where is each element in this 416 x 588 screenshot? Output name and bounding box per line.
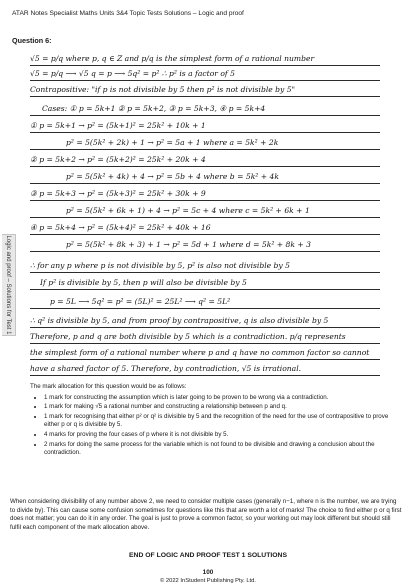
- page-number: 100: [202, 569, 214, 576]
- hw-line-16: ∴ q² is divisible by 5, and from proof by contrapositive, q is also divisible by 5: [30, 316, 329, 325]
- rule-line: [30, 289, 380, 290]
- hw-line-8: p² = 5(5k² + 4k) + 4 → p² = 5b + 4 where b = 5k² + 4k: [66, 172, 279, 181]
- hw-line-19: have a shared factor of 5. Therefore, by contradiction, √5 is irrational.: [30, 364, 302, 373]
- hw-line-15: p = 5L ⟶ 5q² = p² = (5L)² = 25L² ⟶ q² = 5L²: [50, 297, 231, 306]
- allocation-list: [30, 394, 402, 458]
- handwritten-solution: [30, 52, 380, 382]
- hw-line-12: p² = 5(5k² + 8k + 3) + 1 → p² = 5d + 1 where d = 5k² + 8k + 3: [66, 240, 312, 249]
- rule-line: [30, 115, 380, 116]
- hw-line-3: Contrapositive: "if p is not divisible by 5 then p² is not divisible by 5": [30, 85, 296, 94]
- hw-line-2: √5 = p/q ⟶ √5 q = p ⟶ 5q² = p² ∴ p² is a factor of 5: [30, 69, 235, 78]
- rule-line: [30, 375, 380, 376]
- rule-line: [30, 149, 380, 150]
- rule-line: [30, 308, 380, 309]
- mark-allocation: [30, 383, 402, 459]
- allocation-item: • 1 mark for constructing the assumption which is later going to be proven to be wrong via a contradiction.: [44, 394, 402, 403]
- allocation-item: • 4 marks for proving the four cases of p where it is not divisible by 5.: [44, 431, 402, 440]
- side-tab-label: Logic and proof – Solutions for Test 1: [5, 235, 11, 335]
- end-title: END OF LOGIC AND PROOF TEST 1 SOLUTIONS: [129, 552, 287, 559]
- hw-line-11: ④ p = 5k+4 → p² = (5k+4)² = 25k² + 40k + 16: [30, 223, 211, 232]
- question-title: Question 6:: [12, 36, 52, 45]
- allocation-item: • 1 mark for recognising that either p² or q² is divisible by 5 and the recognition of the need for the use of contrapositive to prove either p or q is divisible by 5.: [44, 413, 402, 430]
- page-header: ATAR Notes Specialist Maths Units 3&4 Topic Tests Solutions – Logic and proof: [12, 10, 244, 17]
- hw-line-14: If p² is divisible by 5, then p will also be divisible by 5: [40, 278, 247, 287]
- rule-line: [30, 132, 380, 133]
- hw-line-6: p² = 5(5k² + 2k) + 1 → p² = 5a + 1 where a = 5k² + 2k: [66, 138, 279, 147]
- hw-line-4: Cases: ① p = 5k+1 ② p = 5k+2, ③ p = 5k+3, ④ p = 5k+4: [42, 104, 266, 113]
- hw-line-10: p² = 5(5k² + 6k + 1) + 4 → p² = 5c + 4 where c = 5k² + 6k + 1: [66, 206, 310, 215]
- hw-line-13: ∴ for any p where p is not divisible by 5, p² is also not divisible by 5: [30, 261, 290, 270]
- copyright: © 2022 InStudent Publishing Pty. Ltd.: [159, 578, 256, 584]
- hw-line-17: Therefore, p and q are both divisible by 5 which is a contradiction. p/q represents: [30, 332, 346, 341]
- rule-line: [30, 359, 380, 360]
- rule-line: [30, 166, 380, 167]
- rule-line: [30, 80, 380, 81]
- allocation-item: • 1 mark for making √5 a rational number and constructing a relationship between p and q.: [44, 403, 402, 412]
- hw-line-7: ② p = 5k+2 → p² = (5k+2)² = 25k² + 20k + 4: [30, 155, 206, 164]
- side-tab: [2, 234, 16, 336]
- explanation-paragraph: When considering divisibility of any number above 2, we need to consider multiple cases (generally n−1, where n is the number, we are trying to divide by). This can cause some confusion sometimes for questions like this that are worth a lot of marks! The choice to find either p or q first does not matter; you can do it in any order. The goal is just to prove a common factor, so your working out may look different but should still fulfil each component of the mark allocation above.: [10, 498, 402, 531]
- allocation-intro: The mark allocation for this question would be as follows:: [30, 383, 187, 390]
- rule-line: [30, 272, 380, 273]
- hw-line-1: √5 = p/q where p, q ∈ Z and p/q is the simplest form of a rational number: [30, 54, 315, 63]
- rule-line: [30, 327, 380, 328]
- rule-line: [30, 251, 380, 252]
- rule-line: [30, 183, 380, 184]
- rule-line: [30, 65, 380, 66]
- hw-line-18: the simplest form of a rational number where p and q have no common factor so cannot: [30, 348, 370, 357]
- hw-line-9: ③ p = 5k+3 → p² = (5k+3)² = 25k² + 30k + 9: [30, 189, 206, 198]
- hw-line-5: ① p = 5k+1 → p² = (5k+1)² = 25k² + 10k + 1: [30, 121, 206, 130]
- allocation-item: • 2 marks for doing the same process for the variable which is not found to be divisible and drawing a conclusion about the contradiction.: [44, 441, 402, 458]
- rule-line: [30, 234, 380, 235]
- rule-line: [30, 200, 380, 201]
- rule-line: [30, 217, 380, 218]
- rule-line: [30, 96, 380, 97]
- rule-line: [30, 343, 380, 344]
